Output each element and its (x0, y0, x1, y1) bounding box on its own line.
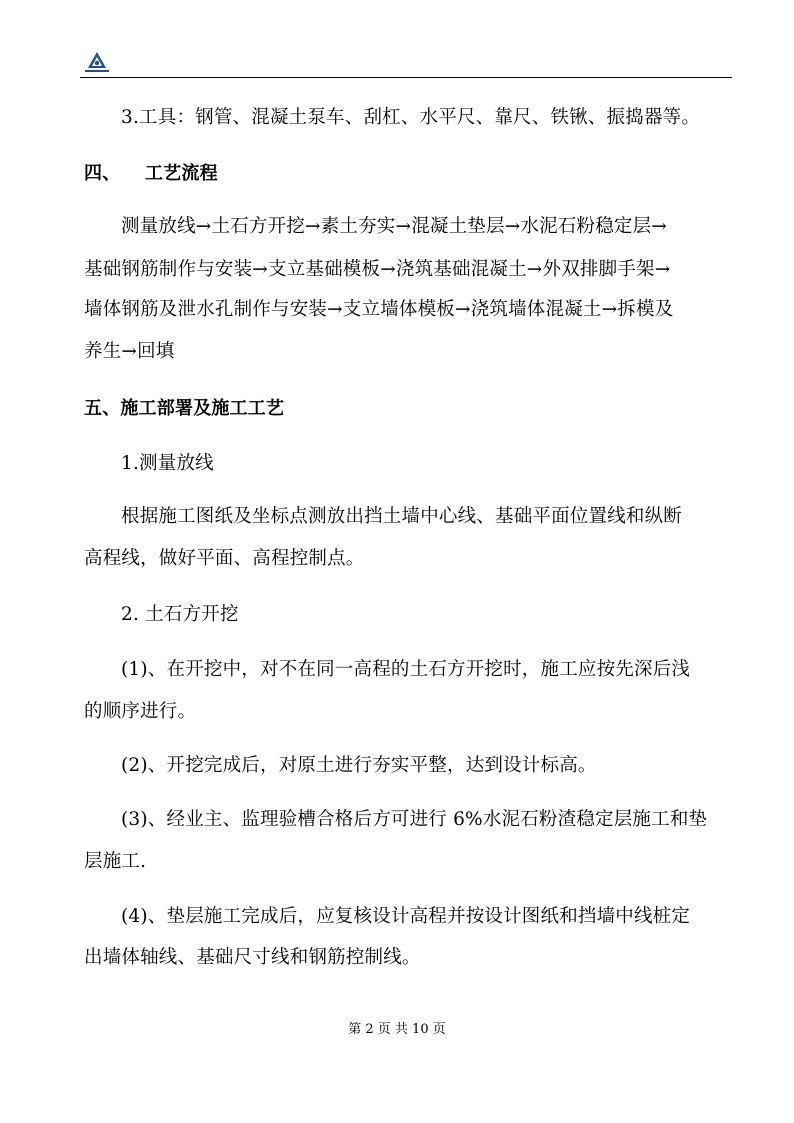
item3-line-1: (3)、经业主、监理验槽合格后方可进行 6%水泥石粉渣稳定层施工和垫 (121, 809, 708, 830)
item4-line-2: 出墙体轴线、基础尺寸线和钢筋控制线。 (84, 947, 421, 968)
tools-line: 3.工具：钢管、混凝土泵车、刮杠、水平尺、靠尺、铁锹、振捣器等。 (121, 107, 701, 128)
item1-line-2: 的顺序进行。 (84, 701, 197, 722)
flow-line-1: 测量放线→土石方开挖→素土夯实→混凝土垫层→水泥石粉稳定层→ (121, 216, 668, 237)
sub1-paragraph-line-2: 高程线，做好平面、高程控制点。 (84, 548, 365, 569)
section4-number: 四、 (84, 163, 121, 184)
page-number: 第 2 页 共 10 页 (348, 1022, 446, 1037)
sub1-title: 1.测量放线 (121, 453, 214, 474)
item2-line-1: (2)、开挖完成后，对原土进行夯实平整，达到设计标高。 (121, 755, 597, 776)
flow-line-4: 养生→回填 (84, 341, 175, 362)
item3-line-2: 层施工. (84, 851, 147, 872)
sub2-title: 2. 土石方开挖 (121, 604, 239, 625)
section5-title: 五、施工部署及施工工艺 (84, 398, 285, 419)
flow-line-2: 基础钢筋制作与安装→支立基础模板→浇筑基础混凝土→外双排脚手架→ (84, 259, 671, 280)
item4-line-1: (4)、垫层施工完成后，应复核设计高程并按设计图纸和挡墙中线桩定 (121, 906, 691, 927)
sub1-paragraph-line-1: 根据施工图纸及坐标点测放出挡土墙中心线、基础平面位置线和纵断 (121, 506, 683, 527)
header-rule (80, 77, 732, 78)
flow-line-3: 墙体钢筋及泄水孔制作与安装→支立墙体模板→浇筑墙体混凝土→拆模及 (84, 299, 674, 320)
company-logo (80, 50, 114, 76)
item1-line-1: (1)、在开挖中，对不在同一高程的土石方开挖时，施工应按先深后浅 (121, 659, 691, 680)
page-header (80, 50, 732, 80)
section4-title: 工艺流程 (145, 163, 218, 184)
